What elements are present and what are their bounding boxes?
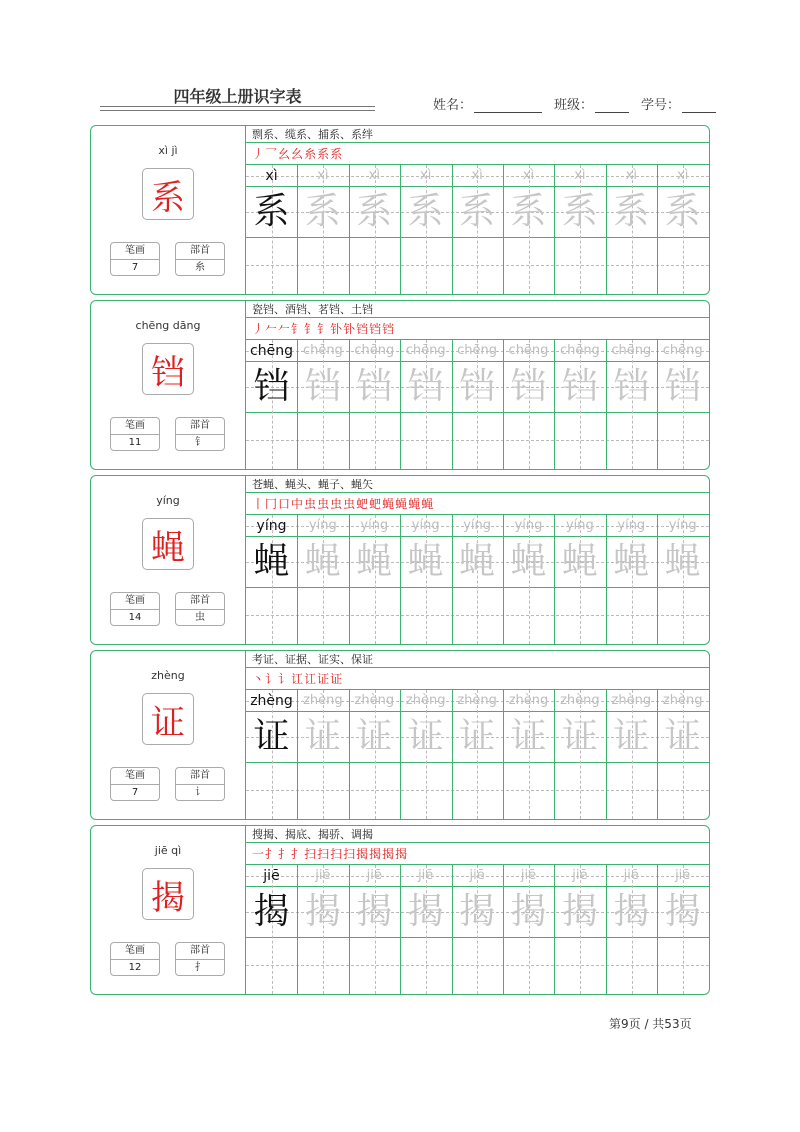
radical-box — [175, 242, 225, 276]
grid-pinyin: zhèng — [662, 693, 703, 708]
grid-pinyin: xì — [471, 168, 483, 183]
grid-pinyin: chēng — [405, 343, 446, 358]
trace-character[interactable]: 揭 — [459, 891, 496, 932]
practice-grid — [246, 865, 709, 994]
practice-grid — [246, 340, 709, 469]
trace-character[interactable]: 蝇 — [356, 541, 393, 582]
trace-character[interactable]: 系 — [561, 191, 598, 232]
trace-character[interactable]: 铛 — [304, 366, 341, 407]
grid-pinyin: yíng — [514, 518, 543, 533]
stroke-step: 讠 — [278, 672, 292, 686]
class-field[interactable] — [595, 98, 629, 113]
trace-character[interactable]: 蝇 — [664, 541, 701, 582]
stroke-step: 证 — [330, 672, 344, 686]
trace-character[interactable]: 系 — [304, 191, 341, 232]
trace-character[interactable]: 揭 — [613, 891, 650, 932]
stroke-count-value: 7 — [131, 787, 139, 798]
radical-label: 部首 — [176, 768, 224, 785]
stroke-step: 揭 — [356, 847, 370, 861]
stroke-order — [246, 318, 709, 340]
stroke-order — [246, 843, 709, 865]
trace-character[interactable]: 系 — [407, 191, 444, 232]
stroke-step: 幺 — [278, 147, 292, 161]
grid-pinyin: zhèng — [250, 693, 293, 709]
grid-pinyin: zhèng — [560, 693, 600, 708]
stroke-step: 扫 — [330, 847, 344, 861]
stroke-step: 讧 — [304, 672, 318, 686]
stroke-count-value: 11 — [128, 437, 142, 448]
stroke-count-value: 14 — [128, 612, 142, 623]
stroke-count-box — [110, 942, 160, 976]
practice-grid — [246, 690, 709, 819]
model-character: 揭 — [253, 891, 290, 932]
stroke-step: 虫 — [343, 497, 357, 511]
trace-character[interactable]: 证 — [510, 716, 547, 757]
grid-pinyin: jiē — [623, 868, 639, 883]
radical-box — [175, 942, 225, 976]
stroke-step: 扫 — [317, 847, 331, 861]
stroke-count-value: 12 — [128, 962, 142, 973]
grid-pinyin: yíng — [668, 518, 697, 533]
stroke-step: 揭 — [382, 847, 396, 861]
page-title: 四年级上册识字表 — [173, 87, 302, 106]
stroke-step: 钋 — [330, 322, 344, 336]
char-pinyin: chēng dāng — [135, 319, 201, 332]
stroke-step: 系 — [317, 147, 331, 161]
trace-character[interactable]: 铛 — [613, 366, 650, 407]
stroke-step: 钅 — [304, 322, 318, 336]
page-number: 第9页 / 共53页 — [609, 1017, 692, 1031]
grid-pinyin: xì — [625, 168, 637, 183]
stroke-step: 系 — [330, 147, 344, 161]
grid-pinyin: zhèng — [354, 693, 395, 708]
trace-character[interactable]: 铛 — [510, 366, 547, 407]
student-info — [433, 94, 716, 113]
grid-pinyin: yíng — [308, 518, 337, 533]
stroke-step: 扌 — [265, 847, 279, 861]
char-display: 蝇 — [142, 518, 194, 570]
title-underline — [100, 106, 375, 114]
char-pinyin: yíng — [156, 494, 180, 507]
radical-label: 部首 — [176, 593, 224, 610]
stroke-step: 丿 — [252, 322, 266, 336]
stroke-step: 讧 — [291, 672, 305, 686]
trace-character[interactable]: 揭 — [664, 891, 701, 932]
stroke-step: 蝇 — [408, 497, 422, 511]
grid-pinyin: xì — [522, 168, 535, 183]
stroke-step: 蝇 — [395, 497, 409, 511]
stroke-order — [246, 143, 709, 165]
trace-character[interactable]: 铛 — [407, 366, 444, 407]
radical-box — [175, 417, 225, 451]
grid-pinyin: yíng — [617, 518, 646, 533]
trace-character[interactable]: 证 — [304, 716, 341, 757]
grid-pinyin: yíng — [411, 518, 440, 533]
model-character: 证 — [253, 716, 290, 757]
radical-box — [175, 592, 225, 626]
trace-character[interactable]: 蝇 — [510, 541, 547, 582]
trace-character[interactable]: 系 — [510, 191, 547, 232]
trace-character[interactable]: 铛 — [561, 366, 598, 407]
grid-pinyin: xì — [420, 168, 432, 183]
stroke-step: 钋 — [343, 322, 357, 336]
practice-panel — [246, 476, 709, 644]
stroke-count-label: 笔画 — [111, 768, 159, 785]
stroke-step: 𠂉 — [265, 322, 279, 336]
grid-pinyin: jiē — [469, 868, 485, 883]
grid-pinyin: zhèng — [457, 693, 497, 708]
radical-value: 讠 — [195, 787, 205, 798]
stroke-step: 丿 — [252, 147, 266, 161]
model-character: 系 — [253, 191, 290, 232]
stroke-step: 讠 — [265, 672, 279, 686]
grid-pinyin: zhèng — [303, 693, 343, 708]
grid-pinyin: chēng — [508, 343, 549, 358]
card-info-panel — [91, 826, 246, 994]
stroke-step: 虫 — [317, 497, 331, 511]
grid-pinyin: jiē — [675, 868, 691, 883]
grid-pinyin: jiē — [263, 868, 280, 884]
practice-panel — [246, 651, 709, 819]
stroke-step: 铛 — [356, 322, 370, 336]
grid-pinyin: xì — [368, 168, 380, 183]
char-display: 揭 — [142, 868, 194, 920]
grid-pinyin: zhèng — [611, 693, 652, 708]
trace-character[interactable]: 系 — [664, 191, 701, 232]
stroke-step: 虫 — [330, 497, 344, 511]
radical-label: 部首 — [176, 418, 224, 435]
trace-character[interactable]: 蝇 — [407, 541, 444, 582]
stroke-step: 蚆 — [369, 497, 383, 511]
radical-box — [175, 767, 225, 801]
stroke-count-box — [110, 242, 160, 276]
trace-character[interactable]: 蝇 — [613, 541, 650, 582]
trace-character[interactable]: 证 — [459, 716, 496, 757]
stroke-step: 虫 — [304, 497, 318, 511]
trace-character[interactable]: 证 — [407, 716, 444, 757]
model-character: 铛 — [253, 366, 290, 407]
trace-character[interactable]: 蝇 — [304, 541, 341, 582]
stroke-order — [246, 493, 709, 515]
card-info-panel — [91, 476, 246, 644]
trace-character[interactable]: 铛 — [356, 366, 393, 407]
stroke-count-label: 笔画 — [111, 243, 159, 260]
stroke-step: 钅 — [317, 322, 331, 336]
radical-value: 糸 — [195, 262, 205, 273]
card-info-panel — [91, 126, 246, 294]
practice-panel — [246, 126, 709, 294]
grid-pinyin: xì — [677, 168, 689, 183]
stroke-order — [246, 668, 709, 690]
stroke-step: 一 — [252, 847, 266, 861]
practice-panel — [246, 301, 709, 469]
radical-label: 部首 — [176, 943, 224, 960]
grid-pinyin: chēng — [662, 343, 703, 358]
practice-panel — [246, 826, 709, 994]
grid-pinyin: jiē — [572, 868, 588, 883]
trace-character[interactable]: 证 — [664, 716, 701, 757]
stroke-step: 揭 — [395, 847, 409, 861]
grid-pinyin: jiē — [366, 868, 382, 883]
stroke-step: 口 — [278, 497, 292, 511]
character-card — [90, 300, 710, 470]
grid-pinyin: chēng — [250, 343, 293, 359]
word-examples: 考证、证据、证实、保证 — [246, 651, 709, 668]
character-card — [90, 825, 710, 995]
stroke-step: 糸 — [304, 147, 318, 161]
stroke-step: 蚆 — [356, 497, 370, 511]
stroke-step: 扌 — [291, 847, 305, 861]
stroke-step: 揭 — [369, 847, 383, 861]
stroke-count-value: 7 — [131, 262, 139, 273]
card-info-panel — [91, 651, 246, 819]
grid-pinyin: yíng — [360, 518, 389, 533]
word-examples: 搜揭、揭底、揭骄、调揭 — [246, 826, 709, 843]
grid-pinyin: yíng — [463, 518, 491, 533]
grid-pinyin: jiē — [418, 868, 434, 883]
stroke-step: 丨 — [252, 497, 266, 511]
grid-pinyin: xì — [574, 168, 586, 183]
stroke-count-label: 笔画 — [111, 593, 159, 610]
grid-pinyin: chēng — [302, 343, 343, 358]
grid-pinyin: jiē — [315, 868, 331, 883]
name-field[interactable] — [474, 98, 542, 113]
stroke-count-box — [110, 767, 160, 801]
grid-pinyin: xì — [317, 168, 329, 183]
radical-value: 扌 — [195, 962, 205, 973]
practice-grid — [246, 515, 709, 644]
stroke-count-label: 笔画 — [111, 943, 159, 960]
stroke-step: 中 — [291, 497, 305, 511]
trace-character[interactable]: 揭 — [356, 891, 393, 932]
trace-character[interactable]: 系 — [356, 191, 393, 232]
stroke-step: 铛 — [382, 322, 396, 336]
stroke-step: 丶 — [252, 672, 266, 686]
char-pinyin: zhèng — [151, 669, 185, 682]
model-character: 蝇 — [253, 541, 290, 582]
trace-character[interactable]: 揭 — [407, 891, 444, 932]
grid-pinyin: zhèng — [508, 693, 549, 708]
stroke-step: 𠂉 — [278, 322, 292, 336]
radical-value: 钅 — [195, 437, 205, 448]
grid-pinyin: xì — [265, 168, 278, 184]
stroke-step: 蝇 — [382, 497, 396, 511]
stroke-count-box — [110, 592, 160, 626]
card-info-panel — [91, 301, 246, 469]
character-card — [90, 475, 710, 645]
trace-character[interactable]: 系 — [613, 191, 650, 232]
char-display: 铛 — [142, 343, 194, 395]
trace-character[interactable]: 揭 — [304, 891, 341, 932]
stroke-step: 钅 — [291, 322, 305, 336]
word-examples: 苍蝇、蝇头、蝇子、蝇矢 — [246, 476, 709, 493]
stroke-step: 扫 — [343, 847, 357, 861]
stroke-step: 扌 — [278, 847, 292, 861]
char-display: 证 — [142, 693, 194, 745]
stroke-step: 乛 — [265, 147, 279, 161]
grid-pinyin: chēng — [457, 343, 498, 358]
character-card — [90, 125, 710, 295]
char-pinyin: xì jì — [158, 144, 178, 157]
class-label: 班级： — [554, 98, 594, 113]
stroke-step: 扫 — [304, 847, 318, 861]
grid-pinyin: chēng — [611, 343, 652, 358]
stroke-count-label: 笔画 — [111, 418, 159, 435]
stroke-step: 冂 — [265, 497, 279, 511]
character-card — [90, 650, 710, 820]
trace-character[interactable]: 蝇 — [459, 541, 496, 582]
grid-pinyin: zhèng — [405, 693, 446, 708]
grid-pinyin: jiē — [520, 868, 537, 883]
stroke-step: 铛 — [369, 322, 383, 336]
word-examples: 瓷铛、酒铛、茗铛、土铛 — [246, 301, 709, 318]
grid-pinyin: chēng — [354, 343, 395, 358]
student-no-label: 学号： — [641, 98, 681, 113]
practice-grid — [246, 165, 709, 294]
trace-character[interactable]: 铛 — [459, 366, 496, 407]
trace-character[interactable]: 揭 — [561, 891, 598, 932]
radical-label: 部首 — [176, 243, 224, 260]
char-pinyin: jiē qì — [154, 844, 182, 857]
trace-character[interactable]: 系 — [459, 191, 496, 232]
radical-value: 虫 — [195, 612, 205, 623]
word-examples: 剽系、缆系、捕系、系绊 — [246, 126, 709, 143]
trace-character[interactable]: 证 — [356, 716, 393, 757]
grid-pinyin: yíng — [256, 518, 287, 534]
char-display: 系 — [142, 168, 194, 220]
name-label: 姓名： — [433, 98, 473, 113]
stroke-step: 证 — [317, 672, 331, 686]
trace-character[interactable]: 蝇 — [561, 541, 598, 582]
student-no-field[interactable] — [682, 98, 716, 113]
grid-pinyin: chēng — [559, 343, 600, 358]
trace-character[interactable]: 铛 — [664, 366, 701, 407]
trace-character[interactable]: 揭 — [510, 891, 547, 932]
stroke-step: 幺 — [291, 147, 305, 161]
trace-character[interactable]: 证 — [613, 716, 650, 757]
stroke-count-box — [110, 417, 160, 451]
grid-pinyin: yíng — [565, 518, 594, 533]
trace-character[interactable]: 证 — [561, 716, 598, 757]
stroke-step: 蝇 — [421, 497, 435, 511]
